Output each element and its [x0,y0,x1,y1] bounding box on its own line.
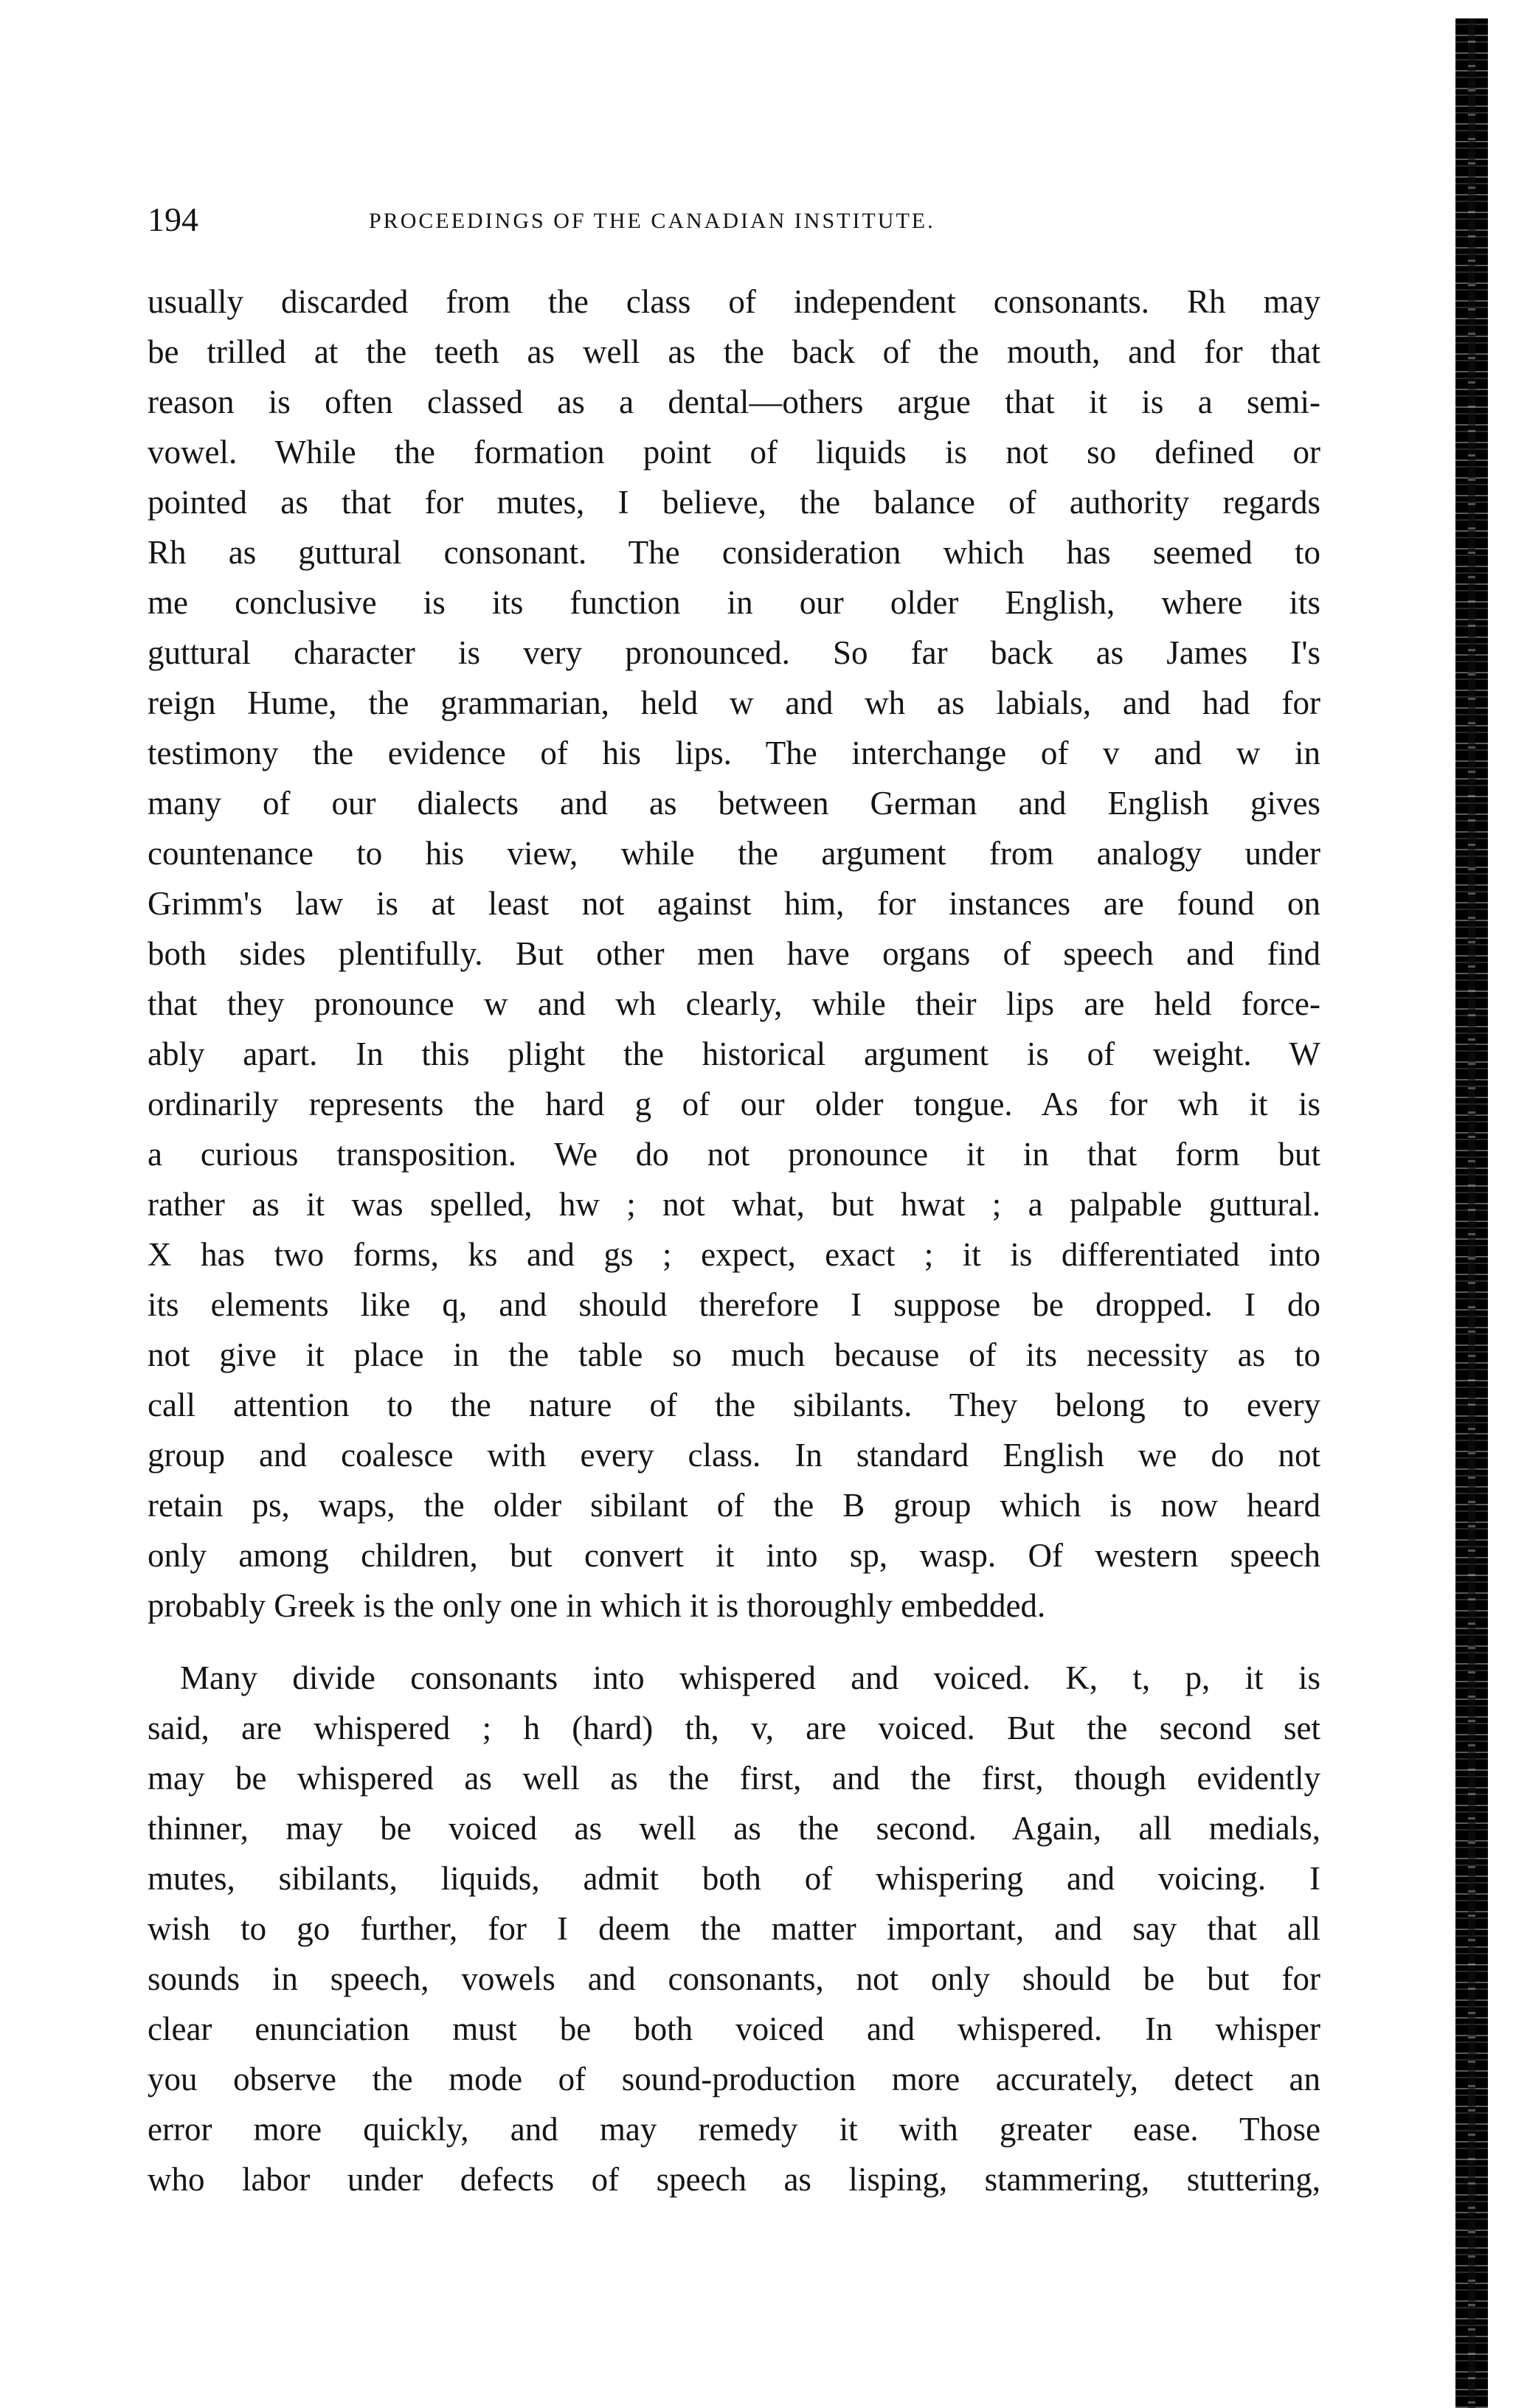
text-line: many of our dialects and as between German and English gives [148,785,1320,822]
paragraph-1 [148,277,1320,1631]
text-line: that they pronounce w and wh clearly, while their lips are held force- [148,985,1320,1022]
text-line: a curious transposition. We do not pronounce it in that form but [148,1136,1320,1173]
running-header [148,198,1328,242]
text-line: its elements like q, and should therefore I suppose be dropped. I do [148,1286,1320,1323]
text-line: probably Greek is the only one in which it is thoroughly embedded. [148,1587,1046,1624]
text-line: reason is often classed as a dental—others argue that it is a semi- [148,384,1320,420]
text-line: both sides plentifully. But other men have organs of speech and find [148,935,1320,972]
running-title: PROCEEDINGS OF THE CANADIAN INSTITUTE. [369,209,935,233]
text-line: may be whispered as well as the first, and the first, though evidently [148,1760,1320,1797]
text-line: group and coalesce with every class. In standard English we do not [148,1437,1320,1474]
scan-binding-texture [1468,18,1475,2408]
text-line: testimony the evidence of his lips. The interchange of v and w in [148,735,1320,771]
text-line: reign Hume, the grammarian, held w and wh as labials, and had for [148,684,1320,721]
text-line: rather as it was spelled, hw ; not what, but hwat ; a palpable guttural. [148,1186,1320,1223]
text-line: thinner, may be voiced as well as the second. Again, all medials, [148,1810,1320,1847]
text-line: call attention to the nature of the sibilants. They belong to every [148,1387,1320,1423]
text-line: wish to go further, for I deem the matter important, and say that all [148,1910,1320,1947]
text-line: guttural character is very pronounced. So far back as James I's [148,634,1320,671]
text-line: you observe the mode of sound-production more accurately, detect an [148,2061,1320,2098]
text-line: error more quickly, and may remedy it with greater ease. Those [148,2111,1320,2148]
text-line: mutes, sibilants, liquids, admit both of whispering and voicing. I [148,1860,1320,1897]
paragraph-spacer [148,1631,1320,1653]
text-line: ordinarily represents the hard g of our older tongue. As for wh it is [148,1086,1320,1123]
text-line: Grimm's law is at least not against him, for instances are found on [148,885,1320,922]
text-line: ably apart. In this plight the historical argument is of weight. W [148,1035,1320,1072]
text-line: pointed as that for mutes, I believe, the balance of authority regards [148,484,1320,521]
text-line: said, are whispered ; h (hard) th, v, are voiced. But the second set [148,1710,1320,1746]
text-line: usually discarded from the class of independent consonants. Rh may [148,283,1320,320]
page-number: 194 [148,201,198,238]
text-line: retain ps, waps, the older sibilant of the B group which is now heard [148,1487,1320,1524]
text-line: who labor under defects of speech as lisping, stammering, stuttering, [148,2161,1320,2198]
text-line: Many divide consonants into whispered and voiced. K, t, p, it is [180,1659,1320,1696]
text-line: vowel. While the formation point of liquids is not so defined or [148,434,1320,471]
text-line: clear enunciation must be both voiced and whispered. In whisper [148,2010,1320,2047]
text-line: be trilled at the teeth as well as the back of the mouth, and for that [148,333,1320,370]
text-line: X has two forms, ks and gs ; expect, exact ; it is differentiated into [148,1236,1320,1273]
text-line: countenance to his view, while the argument from analogy under [148,835,1320,872]
text-line: only among children, but convert it into sp, wasp. Of western speech [148,1537,1320,1574]
text-line: me conclusive is its function in our older English, where its [148,584,1320,621]
text-line: Rh as guttural consonant. The consideration which has seemed to [148,534,1320,571]
text-line: not give it place in the table so much because of its necessity as to [148,1336,1320,1373]
text-line: sounds in speech, vowels and consonants, not only should be but for [148,1960,1320,1997]
paragraph-2 [148,1653,1320,2204]
body-text [148,277,1320,2204]
